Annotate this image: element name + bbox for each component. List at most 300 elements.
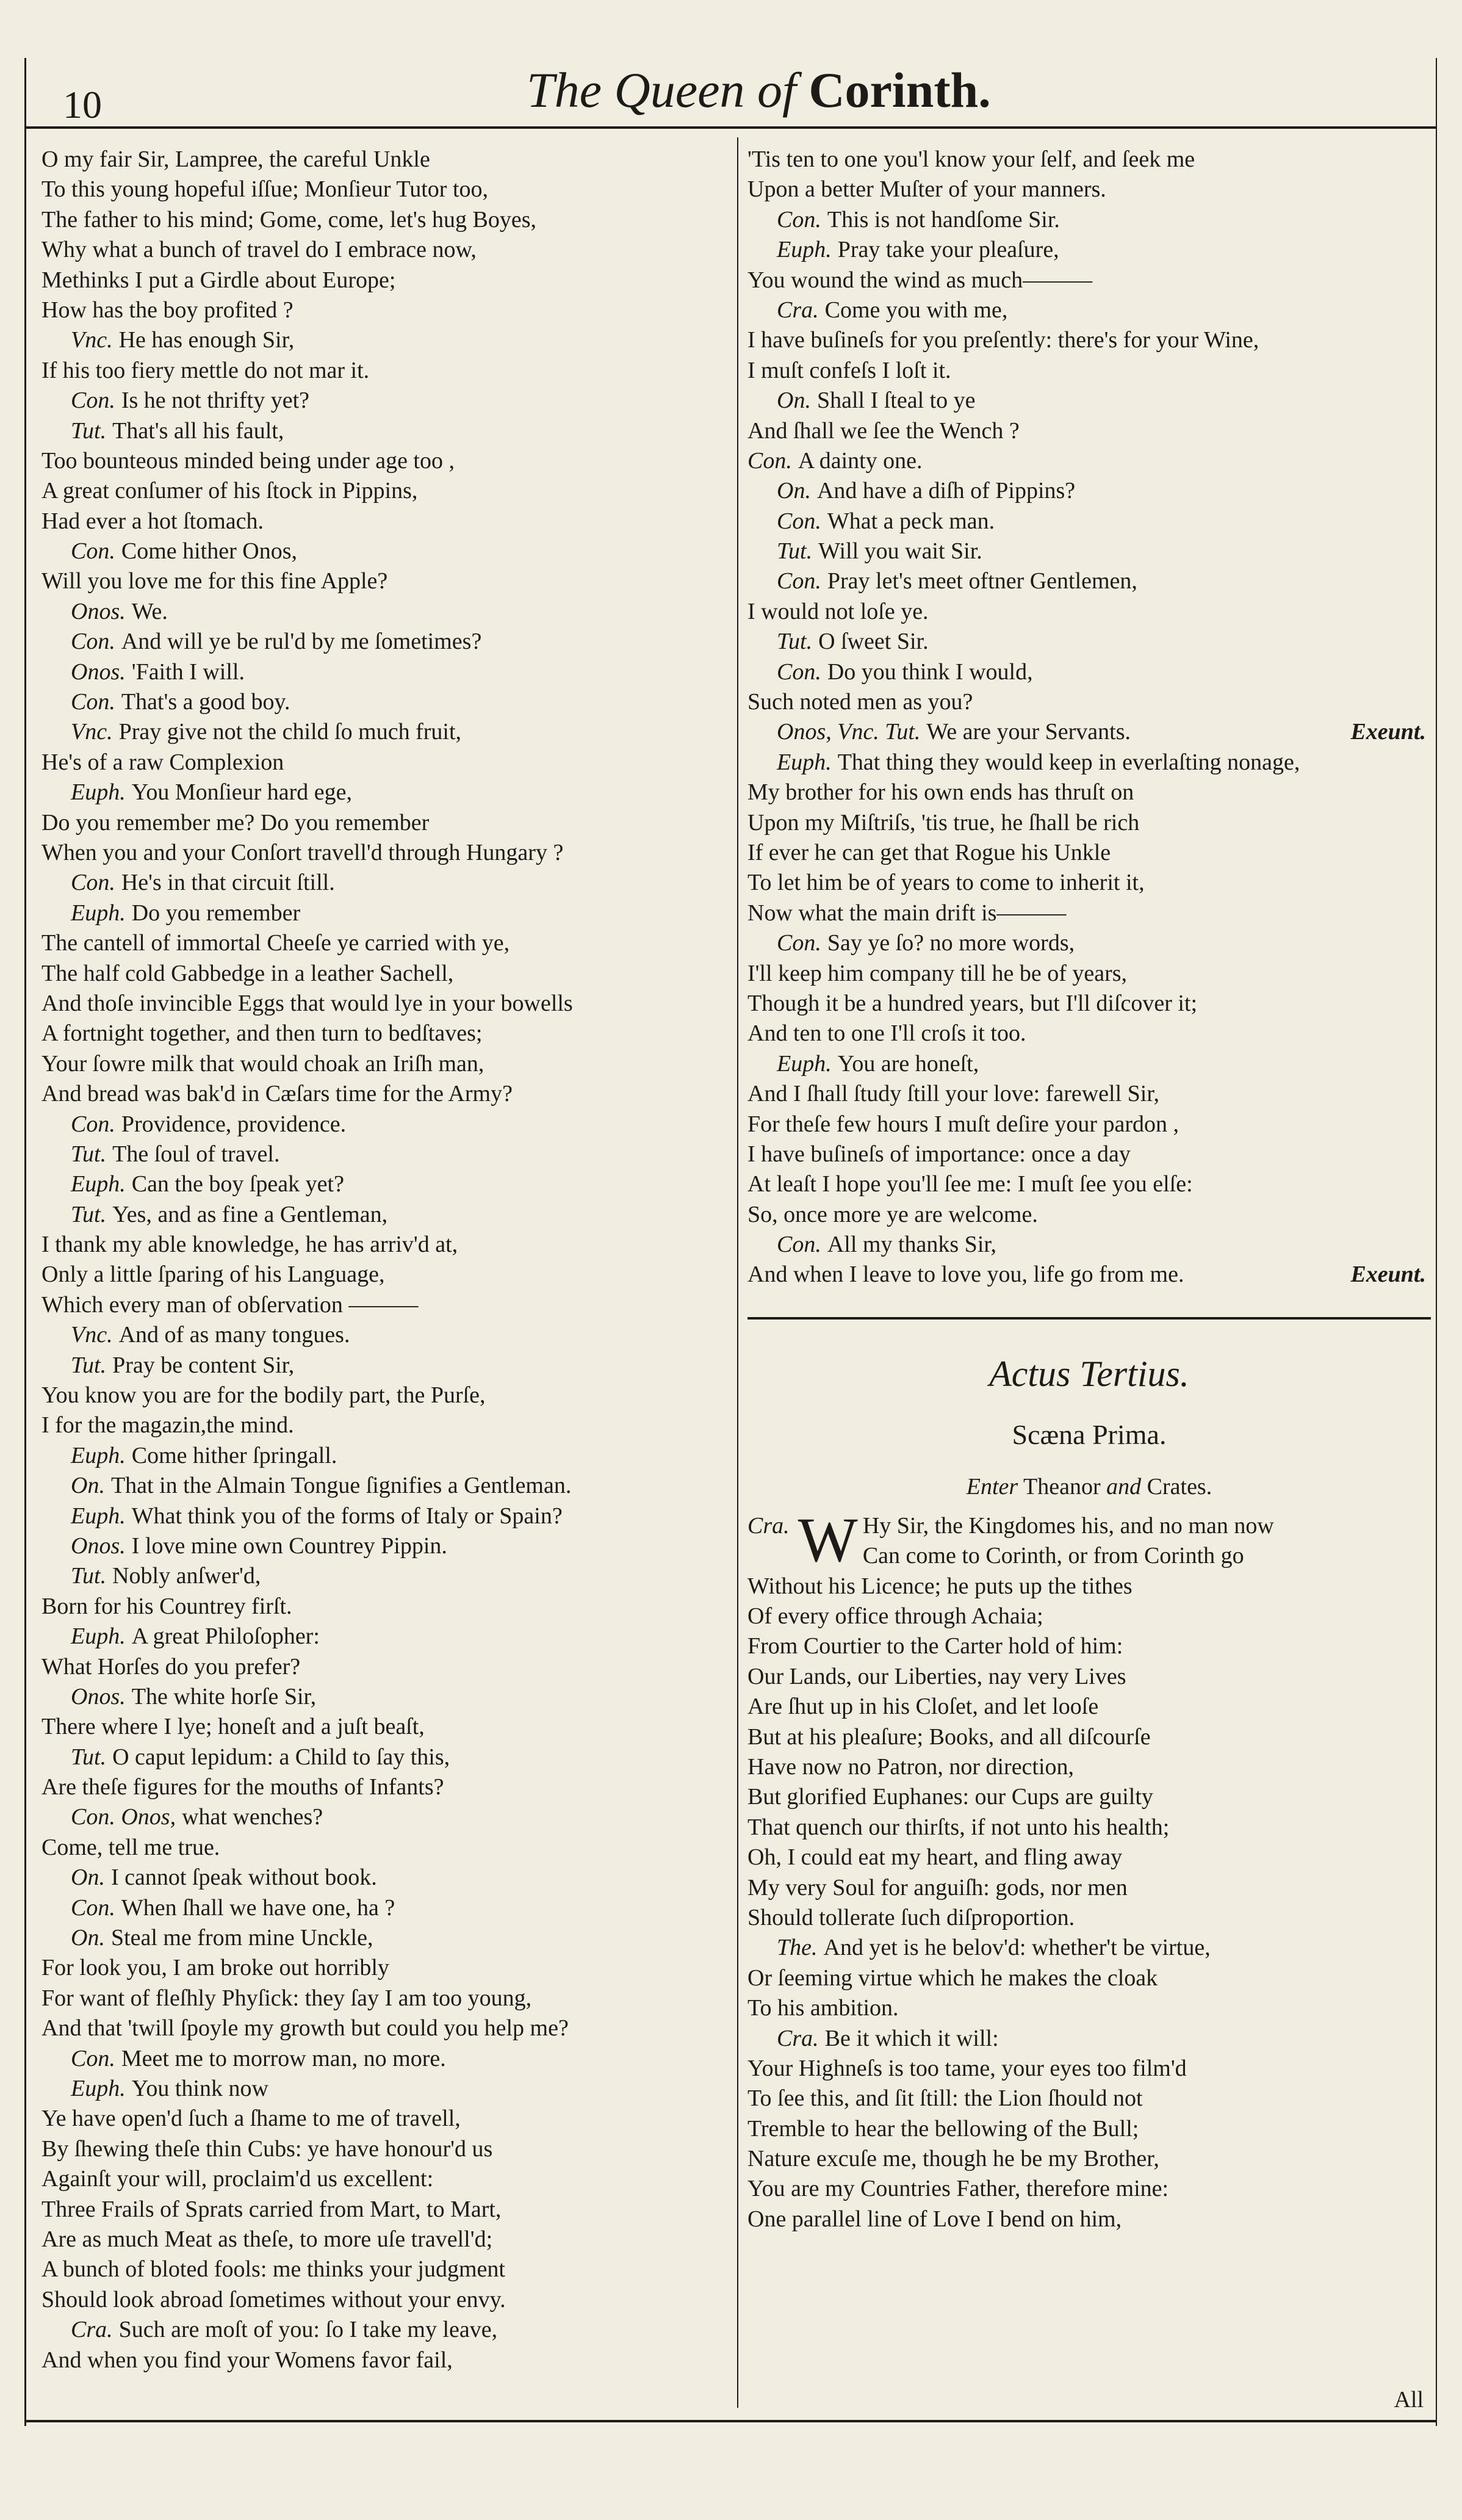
verse-text: What a peck man. [827,508,995,534]
verse-line [747,1722,1431,1752]
verse-line [41,928,737,958]
speaker-name: Cra. [777,2025,819,2051]
verse-text: You wound the wind as much——— [747,267,1093,293]
verse-line [747,1692,1431,1722]
speaker-name: Tut. [71,1563,107,1589]
verse-line [747,627,1431,657]
verse-line [41,1531,737,1561]
verse-text: What think you of the forms of Italy or Spain? [131,1503,563,1529]
speaker-name: Cra. [777,297,819,323]
verse-line [747,356,1431,386]
verse-line [747,1079,1431,1109]
verse-text: He's in that circuit ſtill. [121,870,335,896]
speaker-name: Tut. [71,1744,107,1770]
verse-text: Pray be content Sir, [112,1352,295,1378]
verse-text: Nature excuſe me, though he be my Brother, [747,2146,1159,2172]
verse-text: Methinks I put a Girdle about Europe; [41,267,396,293]
verse-text: Be it which it will: [824,2025,999,2051]
verse-text: Will you love me for this fine Apple? [41,568,388,594]
verse-text: If ever he can get that Rogue his Unkle [747,839,1111,865]
verse-text: Such are moſt of you: ſo I take my leave, [118,2317,498,2343]
catchword: All [1394,2387,1424,2413]
verse-line [747,1873,1431,1903]
speaker-name: Vnc. [71,327,113,353]
scene-opening [747,1504,1431,1575]
verse-text: Shall I ſteal to ye [816,388,976,414]
verse-line [41,1019,737,1049]
verse-line [747,838,1431,868]
verse-line [41,145,737,175]
verse-line [41,507,737,536]
verse-line [41,1049,737,1079]
verse-text: Are ſhut up in his Cloſet, and let looſe [747,1694,1099,1720]
verse-text: The half cold Gabbedge in a leather Sachell, [41,960,454,986]
speaker-name: Onos. [71,659,126,685]
title-word-of: of [757,62,796,118]
verse-line [41,1320,737,1350]
speaker-name: Con. [71,1894,115,1921]
speaker-name: Con. [71,538,115,565]
verse-text: O my fair Sir, Lampree, the careful Unkle [41,146,430,172]
verse-line [41,566,737,596]
verse-line [41,205,737,235]
verse-text: We. [131,598,168,624]
verse-line [747,536,1431,566]
verse-text: Nobly anſwer'd, [112,1563,261,1589]
verse-line [41,1351,737,1381]
verse-line [747,717,1431,747]
speaker-name: Onos. [71,1533,126,1559]
verse-text: Three Frails of Sprats carried from Mart, to Mart, [41,2196,502,2222]
verse-text: I have buſineſs for you preſently: there's for your Wine, [747,327,1259,353]
verse-line [747,1019,1431,1049]
verse-line [41,748,737,778]
verse-line [41,2013,737,2043]
speaker-name: Onos. [71,1683,126,1709]
verse-text: Upon a better Muſter of your manners. [747,176,1106,203]
verse-line [41,2315,737,2345]
verse-text: 'Faith I will. [131,659,245,685]
speaker-name: On. [71,1865,105,1891]
verse-text: Too bounteous minded being under age too , [41,447,455,474]
verse-line [41,265,737,295]
verse-line [747,868,1431,898]
verse-line [41,868,737,898]
verse-line [41,1471,737,1501]
verse-text: I cannot ſpeak without book. [110,1865,377,1891]
verse-text: Your Highneſs is too tame, your eyes too film'd [747,2055,1187,2081]
verse-text: Come you with me, [824,297,1008,323]
verse-line [41,989,737,1019]
verse-text: By ſhewing theſe thin Cubs: ye have honour'd us [41,2136,493,2162]
verse-text: O ſweet Sir. [818,629,929,655]
verse-line [747,657,1431,687]
verse-text: And have a diſh of Pippins? [816,478,1076,504]
verse-line [41,1953,737,1983]
verse-text: And ten to one I'll croſs it too. [747,1020,1026,1047]
verse-text: Pray take your pleaſure, [837,237,1059,263]
verse-text: I muſt confeſs I loſt it. [747,357,951,383]
stage-enter: Enter [966,1473,1018,1500]
verse-line [747,175,1431,204]
verse-text: Say ye ſo? no more words, [827,930,1075,956]
verse-text: A fortnight together, and then turn to bedſtaves; [41,1020,483,1047]
verse-text: He has enough Sir, [118,327,295,353]
verse-text: Though it be a hundred years, but I'll diſcover it; [747,990,1198,1016]
verse-text: Againſt your will, proclaim'd us excellent: [41,2166,434,2192]
verse-text: If his too fiery mettle do not mar it. [41,357,370,383]
verse-line [41,2044,737,2074]
verse-line [747,1572,1431,1601]
verse-text: And thoſe invincible Eggs that would lye in your bowells [41,990,573,1016]
verse-line [41,1260,737,1290]
verse-line [41,1441,737,1471]
verse-text: You are my Countries Father, therefore mine: [747,2176,1169,2202]
verse-line [41,1742,737,1772]
verse-line [747,476,1431,506]
stage-name-1: Theanor [1023,1473,1101,1500]
verse-line [747,1049,1431,1079]
verse-line [41,808,737,838]
verse-text: I'll keep him company till he be of years, [747,960,1128,986]
speaker-name: Con. [777,1232,821,1258]
verse-line [747,1993,1431,2023]
speaker-name: Con. [71,1111,115,1137]
verse-line [41,657,737,687]
verse-line [41,1682,737,1712]
speaker-name: Con. [71,388,115,414]
verse-text: A great conſumer of his ſtock in Pippins, [41,478,418,504]
verse-line [41,1923,737,1953]
verse-line [747,1903,1431,1933]
running-head [26,58,1436,125]
verse-line [747,959,1431,989]
verse-line [41,2285,737,2315]
verse-line [41,1863,737,1893]
verse-line [747,898,1431,928]
verse-line [41,2345,737,2375]
exit-direction: Exeunt. [1350,719,1426,745]
verse-line [747,325,1431,355]
speaker-name: Euph. [71,2076,126,2101]
speaker-name: Onos, Vnc. Tut. [777,719,921,745]
scene-continuation [747,145,1431,1290]
verse-text: I have buſineſs of importance: once a day [747,1141,1131,1167]
speaker-name: Euph. [777,237,832,263]
verse-text: And when I leave to love you, life go from me. [747,1262,1184,1288]
verse-text: For want of fleſhly Phyſick: they ſay I am too young, [41,1985,532,2011]
speaker-name: Tut. [777,629,813,655]
verse-line [41,356,737,386]
verse-text: And of as many tongues. [118,1322,350,1348]
verse-line [747,2054,1431,2084]
verse-line [41,386,737,416]
speaker-name: Con. [777,930,821,956]
verse-text: And I ſhall ſtudy ſtill your love: farewell Sir, [747,1081,1159,1107]
verse-text: Providence, providence. [121,1111,347,1137]
verse-text: And yet is he belov'd: whether't be virtue, [823,1935,1211,1961]
page-number: 10 [63,83,102,126]
stage-direction [747,1462,1431,1511]
verse-line [747,1662,1431,1692]
verse-text: Should look abroad ſometimes without your envy. [41,2286,506,2312]
verse-text: To his ambition. [747,1995,899,2021]
verse-text: Come hither ſpringall. [131,1442,337,1468]
speaker-name: Tut. [71,1141,107,1167]
opening-line-2: Can come to Corinth, or from Corinth go [862,1543,1244,1569]
verse-line [41,1833,737,1863]
speaker-name: Onos. [71,598,126,624]
verse-line [41,1622,737,1652]
exit-direction: Exeunt. [1350,1262,1426,1288]
verse-line [41,2134,737,2164]
verse-line [747,597,1431,627]
verse-line [41,536,737,566]
verse-line [41,959,737,989]
opening-line-1: Hy Sir, the Kingdomes his, and no man now [862,1512,1274,1539]
title-word-place: Corinth. [808,62,991,118]
right-column [747,145,1431,2234]
verse-text: Without his Licence; he puts up the tithes [747,1573,1133,1599]
verse-line [41,597,737,627]
verse-line [747,2204,1431,2234]
verse-line [747,1139,1431,1169]
speaker-name: On. [71,1473,105,1499]
verse-text: What Horſes do you prefer? [41,1653,301,1680]
left-column [41,145,737,2375]
verse-text: The father to his mind; Gome, come, let's hug Boyes, [41,206,537,233]
speaker-name: Euph. [71,1623,126,1650]
verse-text: Our Lands, our Liberties, nay very Lives [747,1663,1126,1689]
verse-text: I for the magazin,the mind. [41,1412,294,1439]
verse-line [747,989,1431,1019]
verse-line [41,295,737,325]
verse-line [41,717,737,747]
verse-text: Such noted men as you? [747,689,973,715]
stage-and: and [1106,1473,1142,1500]
verse-text: Come, tell me true. [41,1834,220,1860]
verse-line [747,2144,1431,2174]
verse-text: I love mine own Countrey Pippin. [131,1533,447,1559]
verse-text: Will you wait Sir. [818,538,982,565]
speaker-name: Con. Onos, [71,1804,176,1830]
verse-text: what wenches? [182,1804,323,1830]
speaker-name: Vnc. [71,1322,113,1348]
verse-line [41,2104,737,2134]
verse-text: Should tollerate ſuch diſproportion. [747,1904,1075,1930]
verse-line [41,1110,737,1139]
speaker-name: Euph. [777,1050,832,1077]
verse-line [41,1169,737,1199]
verse-text: You know you are for the bodily part, the Purſe, [41,1382,486,1409]
verse-text: He's of a raw Complexion [41,749,284,775]
verse-text: Steal me from mine Unckle, [110,1925,373,1951]
verse-line [41,235,737,265]
column-separator [737,137,738,2408]
speaker-name: Tut. [777,538,813,565]
verse-text: Oh, I could eat my heart, and fling away [747,1844,1123,1871]
verse-line [41,778,737,807]
verse-text: You Monſieur hard ege, [131,779,353,806]
verse-line [747,687,1431,717]
verse-text: To this young hopeful iſſue; Monſieur Tutor too, [41,176,489,203]
verse-text: You are honeſt, [837,1050,979,1077]
verse-text: Had ever a hot ſtomach. [41,508,264,534]
verse-text: Do you think I would, [827,659,1033,685]
speaker-name: Con. [71,629,115,655]
verse-line [747,1782,1431,1812]
verse-line [747,2024,1431,2054]
verse-text: So, once more ye are welcome. [747,1201,1038,1227]
speaker-name: Con. [71,870,115,896]
verse-text: This is not handſome Sir. [827,206,1060,233]
speaker-name: Euph. [777,749,832,775]
verse-text: And bread was bak'd in Cæſars time for the Army? [41,1081,513,1107]
verse-line [747,1169,1431,1199]
verse-line [41,446,737,476]
verse-line [41,1893,737,1923]
speaker-name: Con. [71,689,115,715]
verse-line [41,1410,737,1440]
verse-line [41,1381,737,1410]
verse-text: Do you remember me? Do you remember [41,809,430,836]
verse-line [41,325,737,355]
verse-line [747,386,1431,416]
speaker-name: On. [777,388,811,414]
verse-text: I thank my able knowledge, he has arriv'd at, [41,1232,458,1258]
verse-text: A bunch of bloted fools: me thinks your judgment [41,2256,505,2283]
verse-text: When ſhall we have one, ha ? [121,1894,395,1921]
verse-line [41,1139,737,1169]
verse-line [41,1652,737,1682]
verse-text: My brother for his own ends has thruſt on [747,779,1134,806]
verse-line [41,2195,737,2225]
verse-line [747,2084,1431,2114]
verse-line [41,2164,737,2194]
verse-line [747,1631,1431,1661]
verse-text: We are your Servants. [926,719,1131,745]
scene-lines [747,1572,1431,2235]
speaker-name: Euph. [71,1503,126,1529]
verse-text: You think now [131,2076,268,2101]
verse-text: Yes, and as fine a Gentleman, [112,1201,388,1227]
verse-line [747,446,1431,476]
verse-line [41,838,737,868]
verse-line [747,265,1431,295]
verse-line [41,1712,737,1742]
verse-line [747,566,1431,596]
verse-line [747,1843,1431,1872]
speaker-name: Euph. [71,900,126,926]
verse-line [747,1260,1431,1290]
verse-text: The ſoul of travel. [112,1141,280,1167]
verse-text: Ye have open'd ſuch a ſhame to me of travell, [41,2106,461,2132]
verse-text: And that 'twill ſpoyle my growth but could you help me? [41,2015,569,2042]
verse-text: That thing they would keep in everlaſting nonage, [837,749,1300,775]
verse-text: Do you remember [131,900,301,926]
verse-text: Are theſe figures for the mouths of Infants? [41,1774,444,1800]
act-rule [747,1317,1431,1320]
verse-line [747,2114,1431,2144]
speaker-name: Euph. [71,779,126,806]
verse-line [41,1984,737,2013]
verse-text: O caput lepidum: a Child to ſay this, [112,1744,450,1770]
verse-line [41,627,737,657]
verse-text: One parallel line of Love I bend on him, [747,2206,1122,2232]
title-word-the: The [527,62,602,118]
speaker-name: On. [71,1925,105,1951]
verse-text: Of every office through Achaia; [747,1603,1043,1630]
opening-speaker: Cra. [747,1512,790,1539]
verse-text: And will ye be rul'd by me ſometimes? [121,629,482,655]
verse-text: There where I lye; honeſt and a juſt beaſt, [41,1714,425,1740]
verse-line [747,2174,1431,2204]
verse-line [41,1561,737,1591]
verse-text: I would not loſe ye. [747,598,929,624]
speaker-name: Tut. [71,417,107,444]
verse-text: Pray let's meet oftner Gentlemen, [827,568,1137,594]
verse-text: Come hither Onos, [121,538,297,565]
verse-text: All my thanks Sir, [827,1232,997,1258]
verse-text: At leaſt I hope you'll ſee me: I muſt ſee you elſe: [747,1171,1193,1197]
verse-line [747,145,1431,175]
verse-line [41,1592,737,1622]
verse-text: 'Tis ten to one you'l know your ſelf, and ſeek me [747,146,1195,172]
verse-text: And when you find your Womens favor fail, [41,2347,453,2373]
verse-line [41,2225,737,2255]
speaker-name: Vnc. [71,719,113,745]
verse-line [747,1752,1431,1782]
verse-line [41,2255,737,2284]
verse-line [747,416,1431,446]
verse-text: Which every man of obſervation ——— [41,1291,419,1318]
verse-text: Meet me to morrow man, no more. [121,2045,446,2071]
speaker-name: Tut. [71,1352,107,1378]
speaker-name: Tut. [71,1201,107,1227]
speaker-name: The. [777,1935,818,1961]
verse-line [41,2074,737,2104]
verse-text: From Courtier to the Carter hold of him: [747,1633,1123,1659]
verse-line [747,748,1431,778]
title-word-queen: Queen [614,62,745,118]
verse-line [41,898,737,928]
verse-line [41,1290,737,1320]
verse-line [41,1200,737,1230]
verse-text: Now what the main drift is——— [747,900,1067,926]
speaker-name: Euph. [71,1171,126,1197]
verse-line [747,778,1431,807]
verse-text: How has the boy profited ? [41,297,293,323]
verse-text: That's all his fault, [112,417,284,444]
verse-text: Born for his Countrey firſt. [41,1593,292,1619]
speaker-name: On. [777,478,811,504]
verse-text: To ſee this, and ſit ſtill: the Lion ſhould not [747,2085,1143,2112]
speaker-name: Con. [777,206,821,233]
scene-heading: Scæna Prima. [1012,1418,1167,1450]
verse-text: Only a little ſparing of his Language, [41,1262,385,1288]
verse-line [747,1601,1431,1631]
verse-line [747,1933,1431,1963]
verse-line [41,476,737,506]
verse-text: The cantell of immortal Cheeſe ye carried with ye, [41,930,510,956]
verse-text: Your ſowre milk that would choak an Iriſh man, [41,1050,484,1077]
book-page [24,58,1437,2426]
verse-text: Are as much Meat as theſe, to more uſe travell'd; [41,2226,493,2252]
verse-line [41,1501,737,1531]
verse-line [747,808,1431,838]
speaker-name: Euph. [71,1442,126,1468]
drop-cap: W [798,1504,858,1575]
